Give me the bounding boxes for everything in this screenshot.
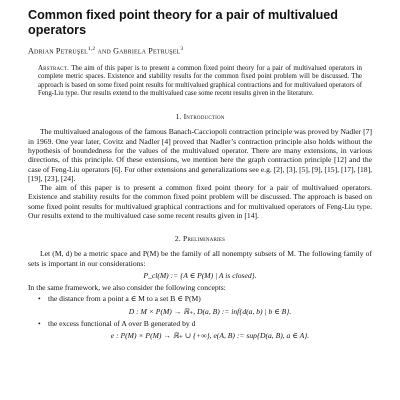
prelim-paragraph-1: Let (M, d) be a metric space and P(M) be the family of all nonempty subsets of M. The following family of sets is important in our considerations: — [28, 249, 372, 268]
author-1-affiliation: 1,2 — [87, 46, 96, 52]
author-line — [28, 46, 372, 56]
display-equation-excess: e : P(M) × P(M) → ℝ₊ ∪ {+∞}, e(A, B) := sup{D(a, B), a ∈ A}. — [110, 331, 310, 341]
author-1: Adrian Petruşel — [28, 46, 88, 56]
abstract — [38, 65, 362, 99]
paper-title-line-2: operators — [28, 23, 87, 37]
paper-title — [28, 8, 372, 38]
intro-paragraph-2: The aim of this paper is to present a common fixed point theory for a pair of multivalued operators. Existence and stability results for the common fixed point problem will be discussed. The approach is based on some fixed point results for multivalued graphical contractions and for multivalued operators of Feng-Liu type. Our results extend to the multivalued case some recent results given in [14]. — [28, 183, 372, 220]
paper-title-line-1: Common fixed point theory for a pair of multivalued — [28, 8, 338, 22]
list-item — [28, 319, 372, 341]
concept-list — [28, 294, 372, 340]
bullet-icon: • — [38, 319, 41, 329]
bullet-icon: • — [38, 294, 41, 304]
display-equation-pcl: P_cl(M) := {A ∈ P(M) | A is closed}. — [143, 270, 257, 280]
section-heading-preliminaries: 2. Preliminaries — [174, 234, 226, 244]
author-connector: and — [95, 46, 114, 56]
list-item — [28, 294, 372, 316]
prelim-paragraph-2: In the same framework, we also consider the following concepts: — [28, 283, 226, 293]
author-2-affiliation: 3 — [180, 46, 184, 52]
list-item-text: the distance from a point a ∈ M to a set B ∈ P(M) — [48, 294, 201, 304]
display-equation-distance: D : M × P(M) → ℝ₊, D(a, B) := inf{d(a, b) | b ∈ B}. — [128, 306, 292, 316]
section-heading-introduction: 1. Introduction — [175, 112, 225, 122]
abstract-label: Abstract. — [38, 64, 70, 72]
intro-paragraph-1: The multivalued analogous of the famous Banach-Cacciopoli contraction principle was proved by Nadler [7] in 1969. One year later, Covitz and Nadler [4] proved that Nadler’s contraction principle also holds without the hypothesis of boundedness for the values of the multivalued operator. There are many extensions, in various directions, of this principle. Of these extensions, we mention here the graph contraction principle [12] and the case of Feng-Liu operators [6]. For other extensions and generalizations see e.g. [2], [3], [5], [9], [15], [17], [18], [19], [23], [24]. — [28, 127, 372, 183]
abstract-text: The aim of this paper is to present a common fixed point theory for a pair of multivalued operators in complete metric spaces. Existence and stability results for the common fixed point problem will be discussed. The approach is based on some fixed point results for multivalued graphical contractions and for multivalued operators of Feng-Liu type. Our results extend to the multivalued case some recent results given in the literature. — [38, 64, 362, 97]
list-item-text: the excess functional of A over B generated by d — [48, 319, 196, 329]
author-2: Gabriela Petruşel — [113, 46, 181, 56]
